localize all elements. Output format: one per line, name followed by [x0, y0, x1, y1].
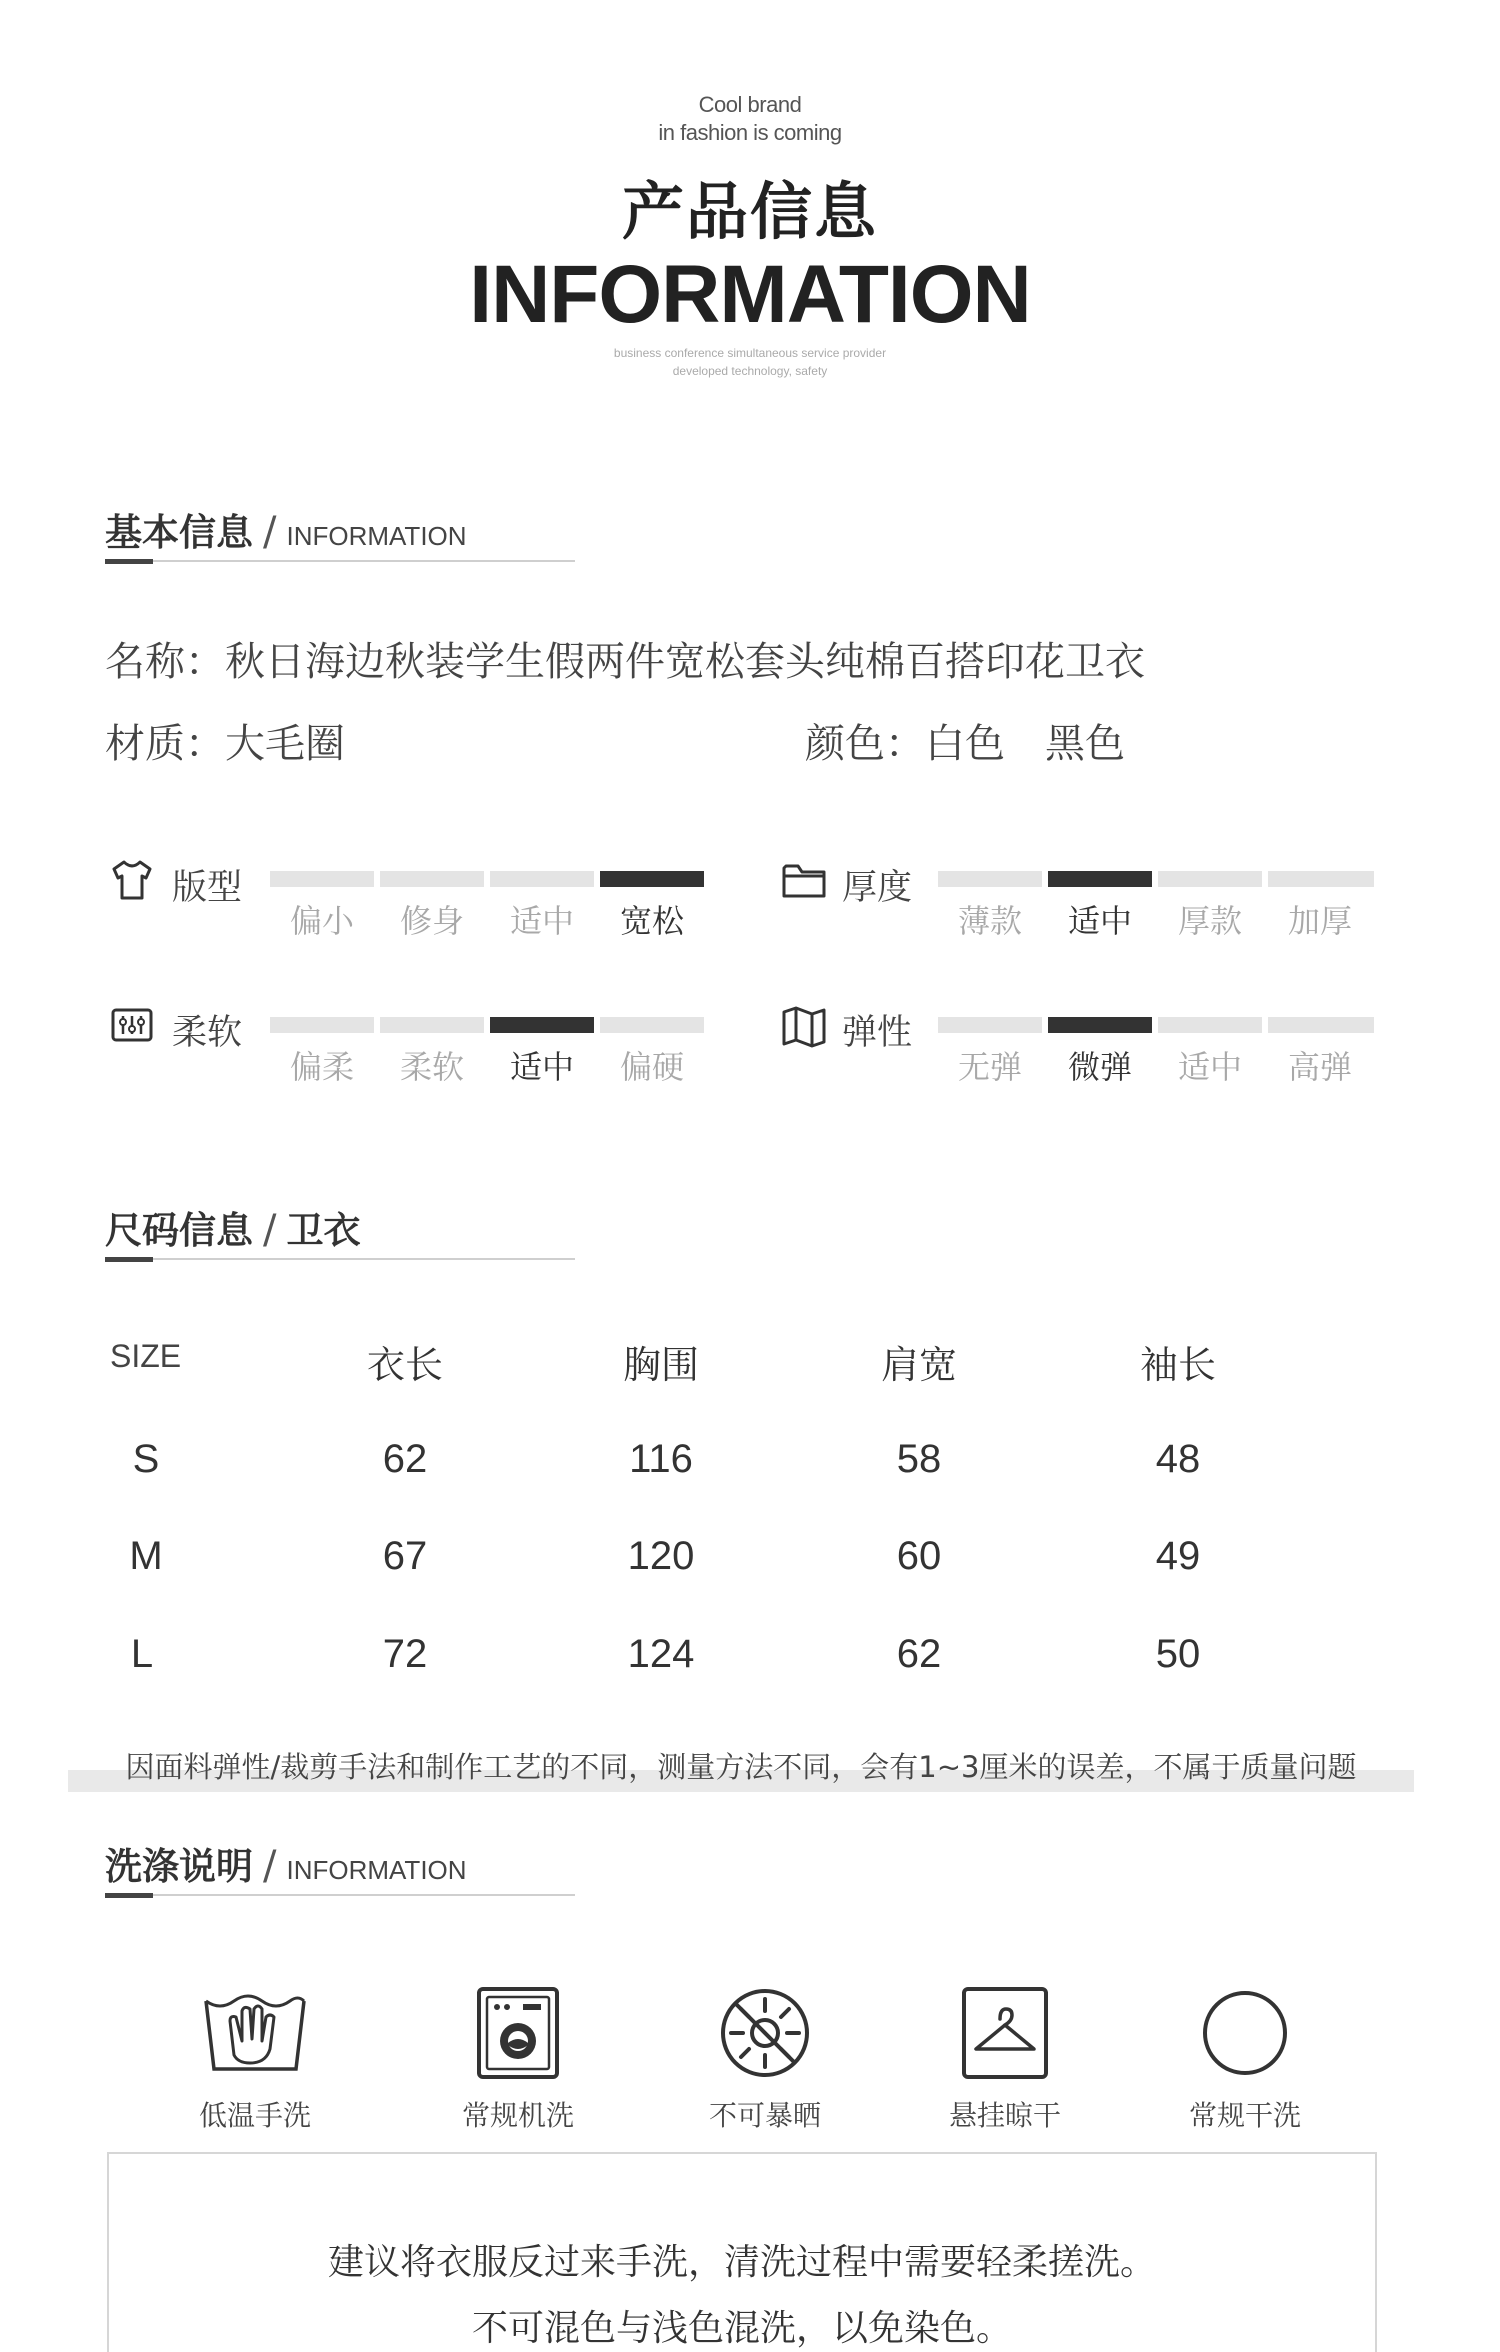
thickness-option: 薄款 [957, 902, 1022, 940]
section-underline-accent [105, 1257, 153, 1262]
hand-wash-icon [200, 1985, 310, 2081]
fit-option: 适中 [509, 902, 574, 940]
section-slash: / [263, 1207, 277, 1253]
elasticity-scale-segment [1158, 1017, 1262, 1033]
softness-scale-segment [380, 1017, 484, 1033]
wash-item-dry-clean [1190, 1985, 1300, 2085]
elasticity-option-selected: 微弹 [1067, 1048, 1132, 1086]
wash-item-hang-dry [950, 1985, 1060, 2085]
thickness-scale-segment [938, 871, 1042, 887]
wash-label: 不可暴晒 [708, 2099, 821, 2132]
size-table-cell: 72 [382, 1632, 428, 1676]
size-table-cell: 62 [382, 1437, 428, 1481]
measurement-note: 因面料弹性/裁剪手法和制作工艺的不同，测量方法不同，会有1~3厘米的误差，不属于质量问题 [125, 1750, 1357, 1784]
size-table-cell: 62 [896, 1632, 942, 1676]
section-title-wash [105, 1836, 575, 1896]
size-table-cell: S [132, 1437, 160, 1481]
elasticity-scale-segment [1268, 1017, 1374, 1033]
size-table-cell: 60 [896, 1534, 942, 1578]
softness-option-selected: 适中 [509, 1048, 574, 1086]
header-fine-print-2: developed technology, safety [672, 364, 828, 378]
fit-option: 偏小 [289, 902, 354, 940]
fit-option-selected: 宽松 [619, 902, 684, 940]
elasticity-option: 高弹 [1287, 1048, 1352, 1086]
product-colors: 颜色：白色 黑色 [805, 721, 1125, 767]
section-title-sub: 卫衣 [286, 1209, 361, 1252]
no-sun-icon [710, 1985, 820, 2081]
section-title-cn: 尺码信息 [105, 1209, 253, 1252]
washing-machine-icon [463, 1985, 573, 2081]
wash-advice-line-1: 建议将衣服反过来手洗，清洗过程中需要轻柔搓洗。 [327, 2242, 1156, 2283]
size-table-header: 袖长 [1139, 1343, 1216, 1387]
fit-scale-segment [270, 871, 374, 887]
fit-scale-segment [380, 871, 484, 887]
section-title-en: INFORMATION [286, 1855, 467, 1885]
size-table-cell: 58 [896, 1437, 942, 1481]
fit-scale-segment [490, 871, 594, 887]
attr-elasticity-label: 弹性 [842, 1013, 913, 1053]
attr-fit-label: 版型 [172, 868, 243, 908]
thickness-option: 厚款 [1177, 902, 1242, 940]
hanger-dry-icon [950, 1985, 1060, 2081]
elasticity-option: 无弹 [957, 1048, 1022, 1086]
fit-option: 修身 [399, 902, 464, 940]
thickness-scale-segment-selected [1048, 871, 1152, 887]
section-underline [105, 1258, 575, 1260]
wash-item-no-sun [710, 1985, 820, 2085]
fit-scale-segment-selected [600, 871, 704, 887]
section-underline-accent [105, 559, 153, 564]
softness-scale-segment-selected [490, 1017, 594, 1033]
softness-option: 偏硬 [619, 1048, 684, 1086]
size-table-cell: 116 [629, 1437, 693, 1481]
attr-thickness [780, 856, 828, 908]
elasticity-scale-segment-selected [1048, 1017, 1152, 1033]
section-slash: / [263, 1843, 277, 1889]
size-table-cell: 120 [627, 1534, 695, 1578]
section-underline-accent [105, 1893, 153, 1898]
brand-tagline-1: Cool brand [698, 92, 802, 117]
fabric-softness-icon [108, 1002, 156, 1050]
size-table-cell: 124 [627, 1632, 695, 1676]
wash-label: 常规机洗 [461, 2099, 574, 2132]
thickness-option: 加厚 [1287, 902, 1352, 940]
section-underline [105, 1894, 575, 1896]
size-table-header: 胸围 [622, 1343, 699, 1387]
size-table-cell: 50 [1155, 1632, 1201, 1676]
size-table-cell: 48 [1155, 1437, 1201, 1481]
attr-softness [108, 1002, 156, 1054]
attr-thickness-label: 厚度 [842, 868, 913, 908]
wash-label: 常规干洗 [1188, 2099, 1301, 2132]
attr-softness-label: 柔软 [172, 1013, 243, 1053]
tshirt-icon [108, 856, 156, 904]
thickness-scale-segment [1158, 871, 1262, 887]
softness-scale-segment [600, 1017, 704, 1033]
elastic-map-icon [780, 1002, 828, 1050]
size-table-header: SIZE [110, 1338, 182, 1374]
section-slash: / [263, 509, 277, 555]
folder-icon [780, 856, 828, 904]
section-title-cn: 基本信息 [105, 511, 253, 554]
header-fine-print-1: business conference simultaneous service provider [613, 346, 887, 360]
wash-label: 悬挂晾干 [948, 2099, 1061, 2132]
elasticity-scale-segment [938, 1017, 1042, 1033]
page-title-cn: 产品信息 [621, 175, 878, 248]
section-underline [105, 560, 575, 562]
product-name: 名称：秋日海边秋装学生假两件宽松套头纯棉百搭印花卫衣 [105, 639, 1145, 685]
softness-scale-segment [270, 1017, 374, 1033]
section-title-size [105, 1200, 575, 1260]
wash-advice-line-2: 不可混色与浅色混洗，以免染色。 [471, 2308, 1012, 2349]
dry-clean-icon [1190, 1985, 1300, 2081]
softness-option: 偏柔 [289, 1048, 354, 1086]
softness-option: 柔软 [399, 1048, 464, 1086]
attr-elasticity [780, 1002, 828, 1054]
section-title-cn: 洗涤说明 [105, 1845, 253, 1888]
wash-item-machine-wash [463, 1985, 573, 2085]
size-table-cell: L [130, 1632, 154, 1676]
section-title-en: INFORMATION [286, 521, 467, 551]
attr-fit [108, 856, 156, 908]
size-table-cell: M [129, 1534, 163, 1578]
size-table-header: 肩宽 [880, 1343, 957, 1387]
section-title-basic [105, 502, 575, 562]
elasticity-option: 适中 [1177, 1048, 1242, 1086]
thickness-scale-segment [1268, 871, 1374, 887]
size-table-cell: 49 [1155, 1534, 1201, 1578]
brand-tagline-2: in fashion is coming [658, 120, 842, 145]
page-title-en: INFORMATION [469, 249, 1031, 340]
size-table-cell: 67 [382, 1534, 428, 1578]
wash-label: 低温手洗 [198, 2099, 311, 2132]
size-table-header: 衣长 [366, 1343, 443, 1387]
thickness-option-selected: 适中 [1067, 902, 1132, 940]
wash-item-hand-wash [200, 1985, 310, 2085]
product-material: 材质：大毛圈 [105, 721, 345, 767]
